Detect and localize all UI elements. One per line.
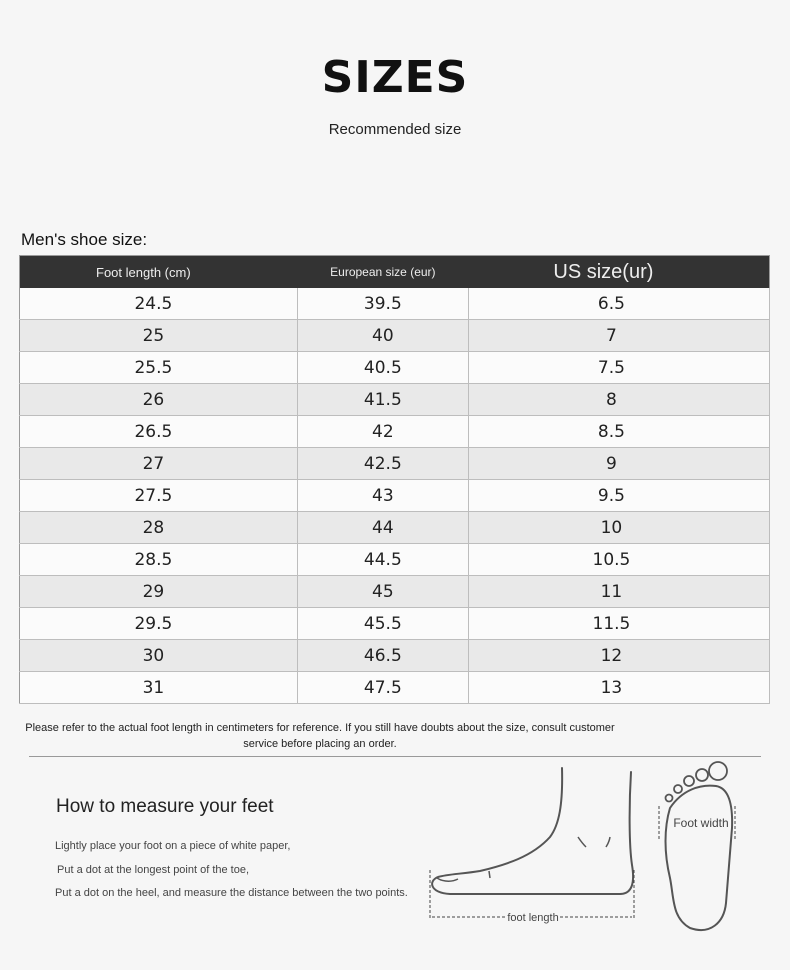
measure-step-3: Put a dot on the heel, and measure the distance between the two points.	[55, 887, 408, 899]
table-row	[20, 384, 770, 416]
table-row	[20, 416, 770, 448]
us-size-cell: 7.5	[468, 352, 769, 384]
table-header-row	[20, 256, 770, 289]
foot-width-label: Foot width	[673, 816, 729, 830]
us-size-cell: 13	[468, 672, 769, 704]
us-size-cell: 11	[468, 576, 769, 608]
european-size-cell: 44.5	[297, 544, 468, 576]
european-size-cell: 46.5	[297, 640, 468, 672]
foot-length-cell: 28.5	[20, 544, 298, 576]
table-row	[20, 352, 770, 384]
page-subtitle: Recommended size	[328, 121, 462, 138]
us-size-cell: 6.5	[468, 288, 769, 320]
table-body	[20, 288, 770, 704]
table-row	[20, 608, 770, 640]
header-us-size: US size(ur)	[468, 256, 769, 289]
foot-length-cell: 27	[20, 448, 298, 480]
us-size-cell: 7	[468, 320, 769, 352]
european-size-cell: 42	[297, 416, 468, 448]
table-row	[20, 320, 770, 352]
foot-length-cell: 25	[20, 320, 298, 352]
header-foot-length: Foot length (cm)	[20, 256, 298, 289]
european-size-cell: 39.5	[297, 288, 468, 320]
us-size-cell: 10	[468, 512, 769, 544]
foot-length-cell: 26	[20, 384, 298, 416]
measure-step-2: Put a dot at the longest point of the toe,	[57, 864, 250, 876]
size-table	[19, 255, 770, 704]
divider	[29, 756, 761, 757]
foot-side-illustration	[420, 765, 645, 930]
european-size-cell: 41.5	[297, 384, 468, 416]
us-size-cell: 12	[468, 640, 769, 672]
european-size-cell: 43	[297, 480, 468, 512]
european-size-cell: 45	[297, 576, 468, 608]
foot-length-label: foot length	[507, 912, 559, 924]
measure-step-1: Lightly place your foot on a piece of white paper,	[55, 840, 291, 852]
european-size-cell: 40.5	[297, 352, 468, 384]
table-row	[20, 480, 770, 512]
table-row	[20, 448, 770, 480]
us-size-cell: 8.5	[468, 416, 769, 448]
measure-title: How to measure your feet	[56, 796, 274, 817]
european-size-cell: 44	[297, 512, 468, 544]
foot-length-cell: 31	[20, 672, 298, 704]
page-title: SIZES	[321, 52, 469, 103]
size-note: Please refer to the actual foot length in centimeters for reference. If you still have doubts about the size, consult customer service before placing an order.	[25, 722, 615, 750]
table-row	[20, 512, 770, 544]
european-size-cell: 45.5	[297, 608, 468, 640]
foot-length-cell: 25.5	[20, 352, 298, 384]
us-size-cell: 8	[468, 384, 769, 416]
us-size-cell: 9	[468, 448, 769, 480]
european-size-cell: 47.5	[297, 672, 468, 704]
foot-length-cell: 24.5	[20, 288, 298, 320]
us-size-cell: 9.5	[468, 480, 769, 512]
header-european-size: European size (eur)	[297, 256, 468, 289]
table-row	[20, 672, 770, 704]
foot-length-cell: 29	[20, 576, 298, 608]
european-size-cell: 40	[297, 320, 468, 352]
european-size-cell: 42.5	[297, 448, 468, 480]
foot-length-cell: 30	[20, 640, 298, 672]
table-row	[20, 640, 770, 672]
foot-length-cell: 28	[20, 512, 298, 544]
foot-length-cell: 27.5	[20, 480, 298, 512]
foot-length-cell: 29.5	[20, 608, 298, 640]
us-size-cell: 10.5	[468, 544, 769, 576]
foot-top-illustration	[650, 758, 760, 938]
table-row	[20, 576, 770, 608]
foot-length-cell: 26.5	[20, 416, 298, 448]
table-row	[20, 288, 770, 320]
us-size-cell: 11.5	[468, 608, 769, 640]
table-caption: Men's shoe size:	[21, 230, 148, 249]
table-row	[20, 544, 770, 576]
